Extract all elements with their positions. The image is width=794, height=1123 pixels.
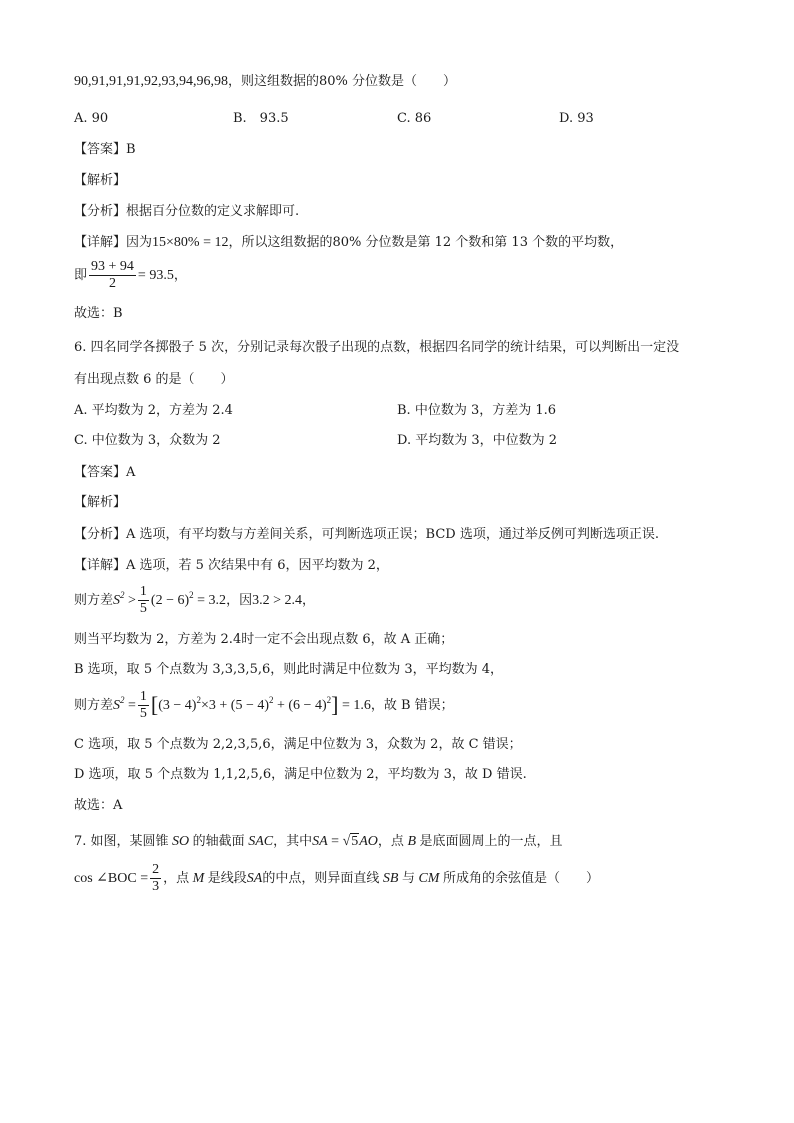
q7-ao: AO [359, 834, 378, 849]
q7-so: SO [168, 834, 193, 849]
q7-text-e: 是底面圆周上的一点，且 [419, 834, 563, 849]
q6-var-tail1: ，因 [226, 593, 253, 608]
q6-b-tail: ，故 B 错误； [370, 698, 454, 713]
q6-guxuan: 故选：A [74, 798, 123, 813]
q6-var-body: $(2 - 6)^2$ [150, 590, 194, 608]
q5-option-c: C. 86 [397, 111, 432, 126]
q6-detail-7: D 选项，取 5 个点数为 1,1,2,5,6，满足中位数为 2，平均数为 3，故 D 错误. [74, 767, 527, 782]
q5-option-d: D. 93 [559, 111, 594, 126]
q6-var-fraction-numerator: 1 [139, 584, 147, 599]
q7-sb: SB [379, 871, 402, 886]
q7-text-a: 7. 如图，某圆锥 [74, 834, 169, 849]
q5-stem [74, 73, 456, 91]
q6-stem-line1: 6. 四名同学各掷骰子 5 次，分别记录每次骰子出现的点数，根据四名同学的统计结果，可以判断出一定没 [74, 340, 680, 355]
q6-detail-6: C 选项，取 5 个点数为 2,2,3,5,6，满足中位数为 3，众数为 2，故 C 错误； [74, 737, 522, 752]
q6-option-c: C. 中位数为 3，众数为 2 [74, 433, 221, 448]
q7-cos-eq: = [136, 871, 149, 886]
q6-detail-1: 【详解】A 选项，若 5 次结果中有 6，因平均数为 2， [74, 558, 389, 573]
q6-b-left-bracket: [ [150, 692, 159, 717]
q5-detail-expr: 15×80% = 12 [152, 235, 229, 250]
q6-b-term2: $\times 3 + (5 - 4)^2$ [200, 695, 274, 713]
q6-b-right-bracket: ] [331, 692, 339, 717]
q7-text-c: ，其中 [273, 834, 313, 849]
q6-b-fraction-numerator: 1 [139, 689, 147, 704]
q6-var-fraction [138, 584, 149, 617]
q6-var-fraction-denominator: 5 [139, 601, 147, 616]
q7-text-g: 是线段 [207, 871, 247, 886]
q5-stem-text: ，则这组数据的80% 分位数是（ ） [228, 74, 457, 89]
q7-sqrt: √5 [342, 834, 359, 849]
q5-fenxi: 【分析】根据百分位数的定义求解即可. [74, 204, 300, 219]
q5-average-line [74, 259, 187, 293]
q5-detail-prefix: 【详解】因为 [74, 235, 153, 250]
q6-var-prefix: 则方差 [74, 593, 114, 608]
q6-detail-3: 则当平均数为 2，方差为 2.4时一定不会出现点数 6，故 A 正确； [74, 632, 454, 647]
q6-option-b: B. 中位数为 3，方差为 1.6 [397, 403, 557, 418]
q5-data-list: 90,91,91,91,92,93,94,96,98 [74, 74, 228, 89]
q6-variance-a-line [74, 582, 315, 620]
q7-text-j: 所成角的余弦值是（ ） [442, 871, 599, 886]
q6-var-tail2: ， [301, 593, 315, 608]
q6-var-gt: > [124, 593, 136, 608]
q6-detail-4: B 选项，取 5 个点数为 3,3,3,5,6，则此时满足中位数为 3，平均数为 4， [74, 662, 504, 677]
q6-b-eq: = [124, 698, 136, 713]
q5-analysis-tag: 【解析】 [74, 173, 127, 188]
q5-option-a: A. 90 [74, 111, 109, 126]
q5-detail-text: ，所以这组数据的80% 分位数是第 12 个数和第 13 个数的平均数， [228, 235, 624, 250]
q5-answer: 【答案】B [74, 142, 136, 157]
q6-option-d: D. 平均数为 3，中位数为 2 [397, 433, 558, 448]
q7-cos-fraction [150, 862, 161, 895]
q5-detail [74, 234, 623, 252]
q6-variance-b-line [74, 687, 454, 725]
q7-cos-numerator: 2 [152, 862, 160, 877]
q7-point-m: M [189, 871, 208, 886]
q7-text-b: 的轴截面 [192, 834, 245, 849]
q6-b-prefix: 则方差 [74, 698, 114, 713]
q7-sqrt-radicand: 5 [351, 834, 359, 849]
q6-b-term1: $(3 - 4)^2$ [158, 695, 201, 713]
q7-sa2: SA [246, 871, 263, 886]
q6-b-term3: + $(6 - 4)^2$ [273, 695, 332, 713]
q7-text-f: ，点 [163, 871, 190, 886]
q6-fenxi: 【分析】A 选项，有平均数与方差间关系，可判断选项正误；BCD 选项，通过举反例可判断选项正误. [74, 527, 659, 542]
q6-answer: 【答案】A [74, 465, 136, 480]
q5-fraction [89, 259, 136, 292]
q7-sa: SA [312, 834, 328, 849]
q7-text-h: 的中点，则异面直线 [262, 871, 380, 886]
q6-stem-line2: 有出现点数 6 的是（ ） [74, 372, 234, 387]
q6-b-fraction-denominator: 5 [139, 706, 147, 721]
q7-cm: CM [414, 871, 443, 886]
q6-b-result: = 1.6 [338, 698, 371, 713]
q5-guxuan: 故选：B [74, 306, 123, 321]
q6-var-symbol: $S^2$ [113, 590, 125, 608]
q7-cos-denominator: 3 [152, 879, 160, 894]
q5-option-b: B. 93.5 [233, 111, 289, 126]
q5-fraction-result: = 93.5 [137, 268, 174, 283]
q6-b-var-symbol: $S^2$ [113, 695, 125, 713]
q7-text-d: ，点 [377, 834, 404, 849]
q6-var-eq: = 3.2 [193, 593, 227, 608]
q5-fraction-numerator: 93 + 94 [91, 259, 134, 274]
q7-text-i: 与 [401, 871, 415, 886]
q6-b-fraction [138, 689, 149, 722]
q7-sac: SAC [244, 834, 274, 849]
q6-analysis-tag: 【解析】 [74, 495, 127, 510]
q7-point-b: B [403, 834, 420, 849]
q5-ji: 即 [74, 268, 88, 283]
q6-var-compare: 3.2 > 2.4 [252, 593, 302, 608]
q5-fraction-tail: ， [173, 268, 187, 283]
q6-option-a: A. 平均数为 2，方差为 2.4 [74, 403, 233, 418]
q7-stem-line1 [74, 833, 563, 851]
q7-cos: cos ∠BOC [74, 871, 137, 886]
q7-eq: = [327, 834, 343, 849]
q7-stem-line2 [74, 860, 599, 898]
q5-fraction-denominator: 2 [108, 276, 116, 291]
